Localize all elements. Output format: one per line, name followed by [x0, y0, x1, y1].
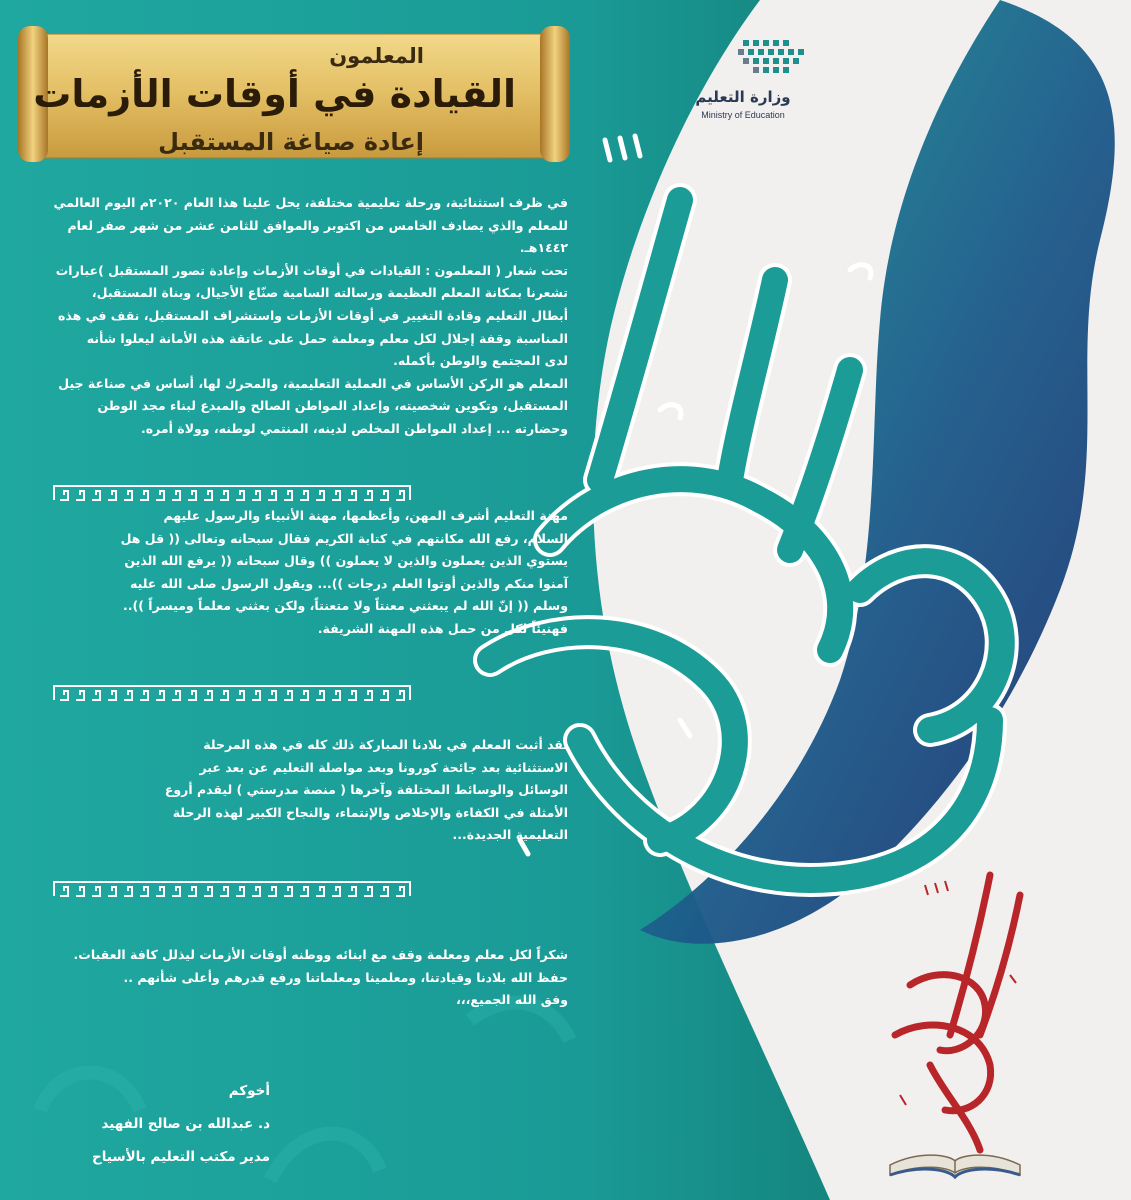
ministry-name-en: Ministry of Education: [701, 110, 785, 120]
text-line: آمنوا منكم والذين أوتوا العلم درجات ))... ويقول الرسول صلى الله عليه: [130, 575, 568, 591]
text-line: مهنة التعليم أشرف المهن، وأعظمها، مهنة الأنبياء والرسول عليهم: [163, 508, 568, 523]
banner-tagline: إعادة صياغة المستقبل: [158, 128, 424, 156]
teachers-day-book-emblem: [870, 865, 1040, 1185]
text-line: ١٤٤٢هـ.: [519, 240, 568, 256]
text-line: وسلم (( إنّ الله لم يبعثني معنتاً ولا متعنتاً، ولكن بعثني معلماً وميسراً ))..: [123, 598, 568, 614]
text-line: أبطال التعليم وقادة التغيير في أوقات الأزمات واستشراف المستقبل، نقف في هذه: [58, 307, 568, 323]
signature-role: مدير مكتب التعليم بالأسياح: [92, 1149, 270, 1165]
signature-name: د. عبدالله بن صالح الفهيد: [101, 1116, 270, 1132]
ornament-divider: [52, 684, 412, 702]
text-line: المعلم هو الركن الأساس في العملية التعليمية، والمحرك لها، أساس في صناعة جيل: [58, 375, 568, 391]
paragraph-profession: [30, 505, 568, 641]
text-line: الأمثلة في الكفاءة والإخلاص والإنتماء، والنجاح الكبير لهذه الرحلة: [172, 804, 568, 820]
ornament-divider: [52, 880, 412, 898]
text-line: تحت شعار ( المعلمون : القيادات في أوقات الأزمات وإعادة تصور المستقبل )عبارات: [55, 262, 568, 278]
banner-title: القيادة في أوقات الأزمات: [33, 72, 516, 116]
text-line: لقد أثبت المعلم في بلادنا المباركة ذلك كله في هذه المرحلة: [203, 737, 568, 752]
text-line: تشعرنا بمكانة المعلم العظيمة ورسالته السامية صنّاع الأجيال، وبناة المستقبل،: [91, 285, 568, 301]
text-line: يستوي الذين يعملون والذين لا يعملون )) وقال سبحانه (( يرفع الله الذين: [124, 553, 568, 569]
text-line: وفق الله الجميع،،،: [456, 992, 568, 1008]
paragraph-pandemic: [30, 734, 568, 847]
text-line: وحضارته ... إعداد المواطن المخلص لدينه، المنتمي لوطنه، وولاة أمره.: [141, 420, 568, 436]
banner-subtitle: المعلمون: [329, 44, 424, 68]
signature-block: [40, 1075, 270, 1174]
text-line: التعليمية الجديدة...: [452, 827, 568, 843]
text-line: فهنيئاً لكل من حمل هذه المهنة الشريفة.: [317, 620, 568, 636]
text-line: للمعلم والذي يصادف الخامس من اكتوبر والموافق للثامن عشر من شهر صفر لعام: [67, 217, 568, 233]
text-line: في ظرف استثنائية، ورحلة تعليمية مختلفة، يحل علينا هذا العام ٢٠٢٠م اليوم العالمي: [53, 195, 568, 210]
text-line: لدى المجتمع والوطن بأكمله.: [393, 353, 568, 369]
banner-text: [14, 20, 574, 168]
text-line: شكراً لكل معلم ومعلمة وقف مع ابنائه ووطنه أوقات الأزمات ليذلل كافة العقبات.: [73, 947, 568, 962]
text-line: الوسائل والوسائط المختلفة وآخرها ( منصة مدرستي ) ليقدم أروع: [164, 782, 568, 798]
text-line: السلام، رفع الله مكانتهم في كتابة الكريم فقال سبحانه وتعالى (( قل هل: [120, 530, 568, 546]
text-line: الاستثنائية بعد جائحة كورونا وبعد مواصلة التعليم عن بعد عبر: [199, 759, 568, 775]
text-line: المناسبة وقفة إجلال لكل معلم ومعلمة حمل على عاتقة هذه الأمانة ليعلوا شأنه: [86, 330, 568, 346]
paragraph-thanks: [30, 944, 568, 1012]
signature-closing: أخوكم: [228, 1083, 270, 1099]
text-line: حفظ الله بلادنا وقيادتنا، ومعلمينا ومعلماتنا ورفع قدرهم وأعلى شأنهم ..: [123, 969, 568, 985]
paragraph-intro: [30, 192, 568, 441]
text-line: المستقبل، وتكوين شخصيته، وإعداد المواطن الصالح والمبدع لبناء مجد الوطن: [97, 398, 568, 414]
ministry-name-ar: وزارة التعليم: [695, 88, 791, 106]
ornament-divider: [52, 484, 412, 502]
